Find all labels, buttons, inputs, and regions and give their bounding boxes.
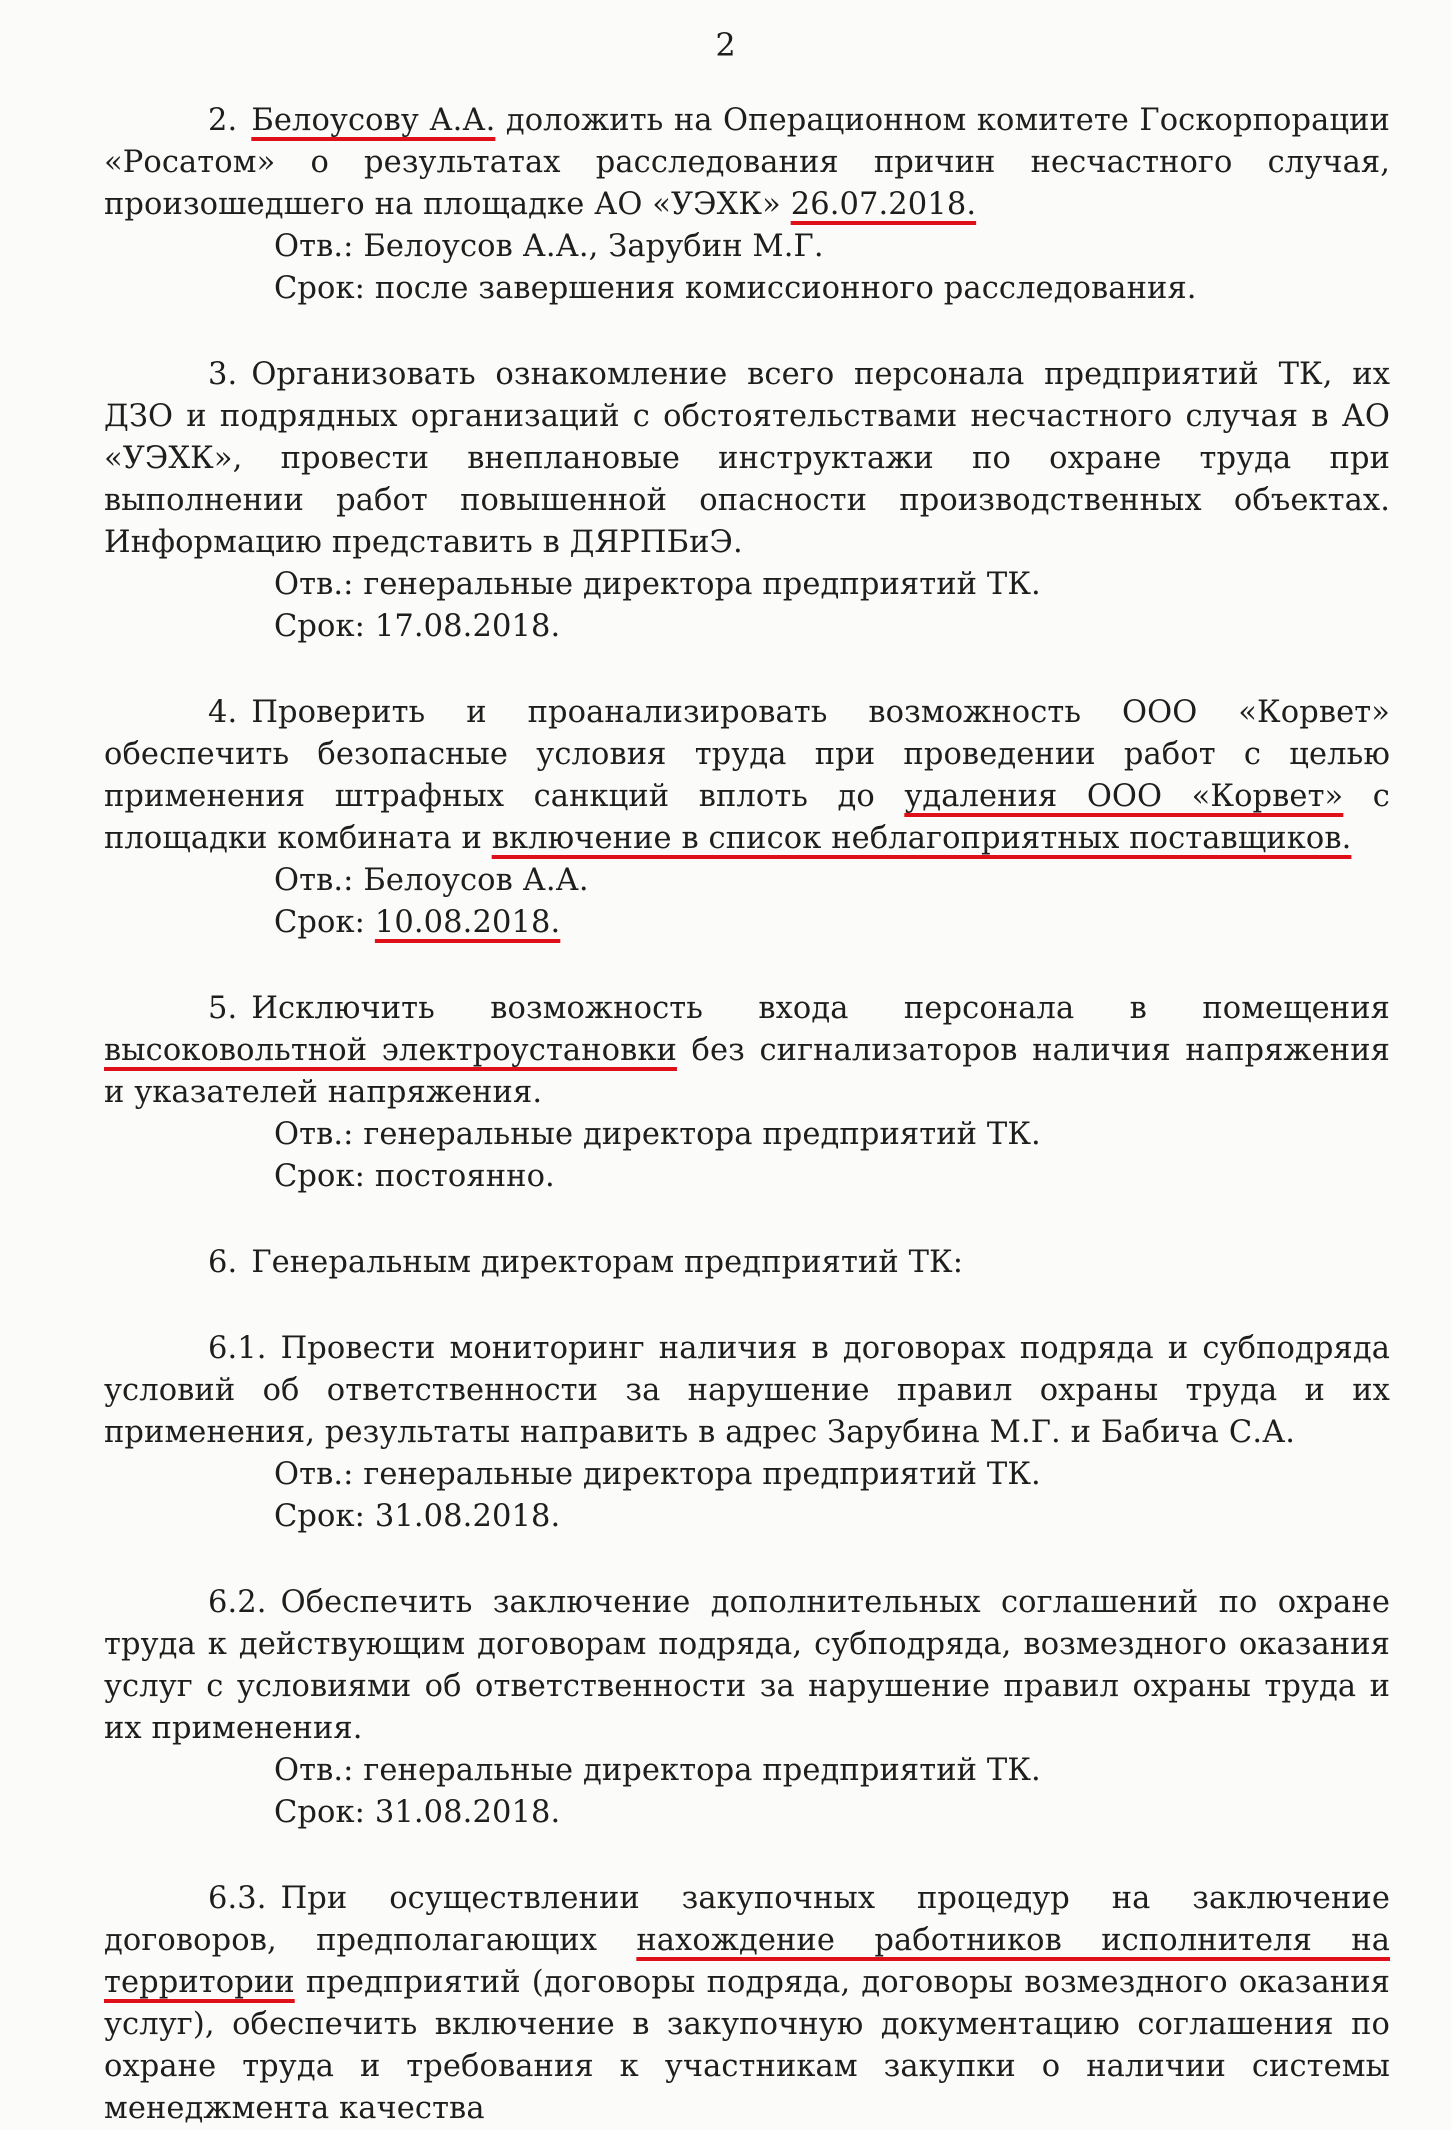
item-text: Проверить и проанализировать возможность ООО «Корвет» обеспечить безопасные условия труда при проведении работ с целью применения штрафных санкций вплоть до — [104, 695, 1390, 814]
item-text: Провести мониторинг наличия в договорах подряда и субподряда условий об ответственности за нарушение правил охраны труда и их применения, результаты направить в адрес Зарубина М.Г. и Бабича С.А. — [104, 1331, 1390, 1450]
item-number: 3. — [208, 357, 238, 392]
item-number: 5. — [208, 991, 238, 1026]
item-4 — [104, 692, 1390, 860]
item-text: Обеспечить заключение дополнительных соглашений по охране труда к действующим договорам подряда, субподряда, возмездного оказания услуг с условиями об ответственности за нарушение правил охраны труда и их применения. — [104, 1585, 1390, 1746]
red-underline-removal: удаления ООО «Корвет» — [904, 779, 1344, 814]
item-text: без сигнализаторов наличия напряжения и указателей напряжения. — [104, 1033, 1390, 1110]
deadline: Срок: после завершения комиссионного расследования. — [274, 271, 1197, 306]
responsible: Отв.: Белоусов А.А., Зарубин М.Г. — [274, 229, 824, 264]
item-text: Генеральным директорам предприятий ТК: — [251, 1245, 964, 1280]
item-5 — [104, 988, 1390, 1114]
item-text: Организовать ознакомление всего персонала предприятий ТК, их ДЗО и подрядных организаций с обстоятельствами несчастного случая в АО «УЭХК», провести внеплановые инструктажи по охране труда при выполнении работ повышенной опасности производственных объектах. Информацию представить в ДЯРПБиЭ. — [104, 357, 1390, 560]
page-number: 2 — [715, 26, 736, 64]
item-text: с площадки комбината и — [104, 779, 1390, 856]
responsible: Отв.: генеральные директора предприятий ТК. — [274, 1753, 1041, 1788]
item-number: 6. — [208, 1245, 238, 1280]
responsible: Отв.: генеральные директора предприятий ТК. — [274, 1457, 1041, 1492]
item-text: При осуществлении закупочных процедур на заключение договоров, предполагающих — [104, 1881, 1390, 1958]
deadline: Срок: 17.08.2018. — [274, 609, 561, 644]
item-6-2 — [104, 1582, 1390, 1750]
responsible: Отв.: генеральные директора предприятий ТК. — [274, 1117, 1041, 1152]
item-number: 6.3. — [208, 1881, 267, 1916]
red-underline-name: Белоусову А.А. — [251, 103, 496, 138]
item-text: доложить на Операционном комитете Госкорпорации «Росатом» о результатах расследования причин несчастного случая, произошедшего на площадке АО «УЭХК» — [104, 103, 1390, 222]
document-body — [104, 100, 1390, 2130]
deadline: Срок: постоянно. — [274, 1159, 555, 1194]
item-2 — [104, 100, 1390, 226]
item-3 — [104, 354, 1390, 564]
red-underline-date: 26.07.2018. — [790, 187, 977, 222]
deadline: Срок: 31.08.2018. — [274, 1795, 561, 1830]
item-text: предприятий (договоры подряда, договоры возмездного оказания услуг), обеспечить включение в закупочную документацию соглашения по охране труда и требования к участникам закупки о наличии системы менеджмента качества — [104, 1965, 1390, 2126]
item-number: 6.1. — [208, 1331, 267, 1366]
item-6-1 — [104, 1328, 1390, 1454]
deadline: Срок: 31.08.2018. — [274, 1499, 561, 1534]
red-underline-deadline: 10.08.2018. — [374, 905, 561, 940]
item-6-3 — [104, 1878, 1390, 2130]
item-number: 4. — [208, 695, 238, 730]
responsible: Отв.: генеральные директора предприятий ТК. — [274, 567, 1041, 602]
item-text: Исключить возможность входа персонала в помещения — [251, 991, 1390, 1026]
responsible: Отв.: Белоусов А.А. — [274, 863, 589, 898]
deadline-label: Срок: — [274, 905, 375, 940]
item-number: 6.2. — [208, 1585, 267, 1620]
red-underline-blacklist: включение в список неблагоприятных поставщиков. — [491, 821, 1352, 856]
red-underline-hv: высоковольтной электроустановки — [104, 1033, 677, 1068]
item-6 — [104, 1242, 1390, 1284]
item-number: 2. — [208, 103, 238, 138]
red-underline-territory: нахождение работников исполнителя на территории — [104, 1923, 1390, 2000]
deadline — [104, 902, 1390, 944]
